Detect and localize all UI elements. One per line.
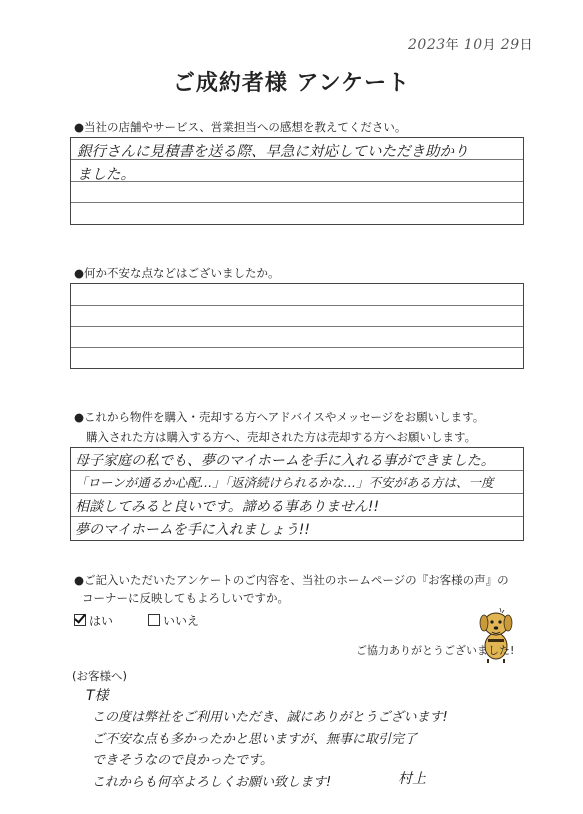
ruled-line [71, 470, 523, 471]
consent-no-label: いいえ [163, 614, 200, 628]
checkbox-empty-icon[interactable] [148, 614, 160, 626]
ruled-line [71, 181, 523, 182]
ruled-line [71, 347, 523, 348]
ruled-line [71, 305, 523, 306]
answer-3-line-1: 母子家庭の私でも、夢のマイホームを手に入れる事ができました。 [75, 453, 495, 469]
ruled-line [71, 516, 523, 517]
consent-question-line-1: ●ご記入いただいたアンケートのご内容を、当社のホームページの『お客様の声』の [74, 573, 509, 587]
consent-yes-option[interactable] [74, 612, 113, 629]
staff-signature: 村上 [398, 771, 426, 787]
answer-3-line-3: 相談してみると良いです。諦める事ありません!! [75, 499, 380, 515]
checkbox-checked-icon[interactable] [74, 614, 86, 626]
thanks-message: ご協力ありがとうございました! [356, 644, 515, 657]
staff-salutation: T様 [86, 688, 109, 704]
date-year: 2023 [408, 37, 446, 53]
answer-1-line-2: ました。 [77, 167, 135, 183]
staff-message-line-1: この度は弊社をご利用いただき、誠にありがとうございます! [92, 710, 448, 725]
staff-message-line-3: できそうなので良かったです。 [92, 753, 273, 768]
staff-message-line-4: これからも何卒よろしくお願い致します! [92, 775, 332, 790]
staff-message-heading: (お客様へ) [72, 669, 127, 683]
question-1: ●当社の店舗やサービス、営業担当への感想を教えてください。 [74, 120, 407, 134]
answer-1-line-1: 銀行さんに見積書を送る際、早急に対応していただき助かり [77, 144, 469, 160]
question-2: ●何か不安な点などはございましたか。 [74, 266, 280, 280]
question-3: ●これから物件を購入・売却する方へアドバイスやメッセージをお願いします。 [74, 410, 485, 424]
staff-message-line-2: ご不安な点も多かったかと思いますが、無事に取引完了 [92, 732, 418, 747]
answer-box-1[interactable] [70, 137, 524, 225]
ruled-line [71, 326, 523, 327]
question-3-subtext: 購入された方は購入する方へ、売却された方は売却する方へお願いします。 [86, 430, 477, 444]
consent-question-line-2: コーナーに反映してもよろしいですか。 [82, 591, 289, 605]
date-day: 29 [500, 37, 520, 53]
survey-date [408, 34, 533, 53]
answer-box-2[interactable] [70, 283, 524, 369]
consent-no-option[interactable] [148, 612, 199, 629]
date-month: 10 [463, 37, 483, 53]
answer-box-3[interactable] [70, 447, 524, 541]
ruled-line [71, 493, 523, 494]
answer-3-line-2: 「ローンが通るか心配…」「返済続けられるかな…」不安がある方は、一度 [75, 475, 494, 490]
consent-yes-label: はい [89, 614, 114, 628]
page-title: ご成約者様 アンケート [172, 71, 411, 96]
date-year-unit: 年 [445, 38, 460, 53]
date-day-unit: 日 [519, 38, 534, 53]
date-month-unit: 月 [482, 38, 497, 53]
answer-3-line-4: 夢のマイホームを手に入れましょう!! [75, 522, 310, 538]
ruled-line [71, 202, 523, 203]
